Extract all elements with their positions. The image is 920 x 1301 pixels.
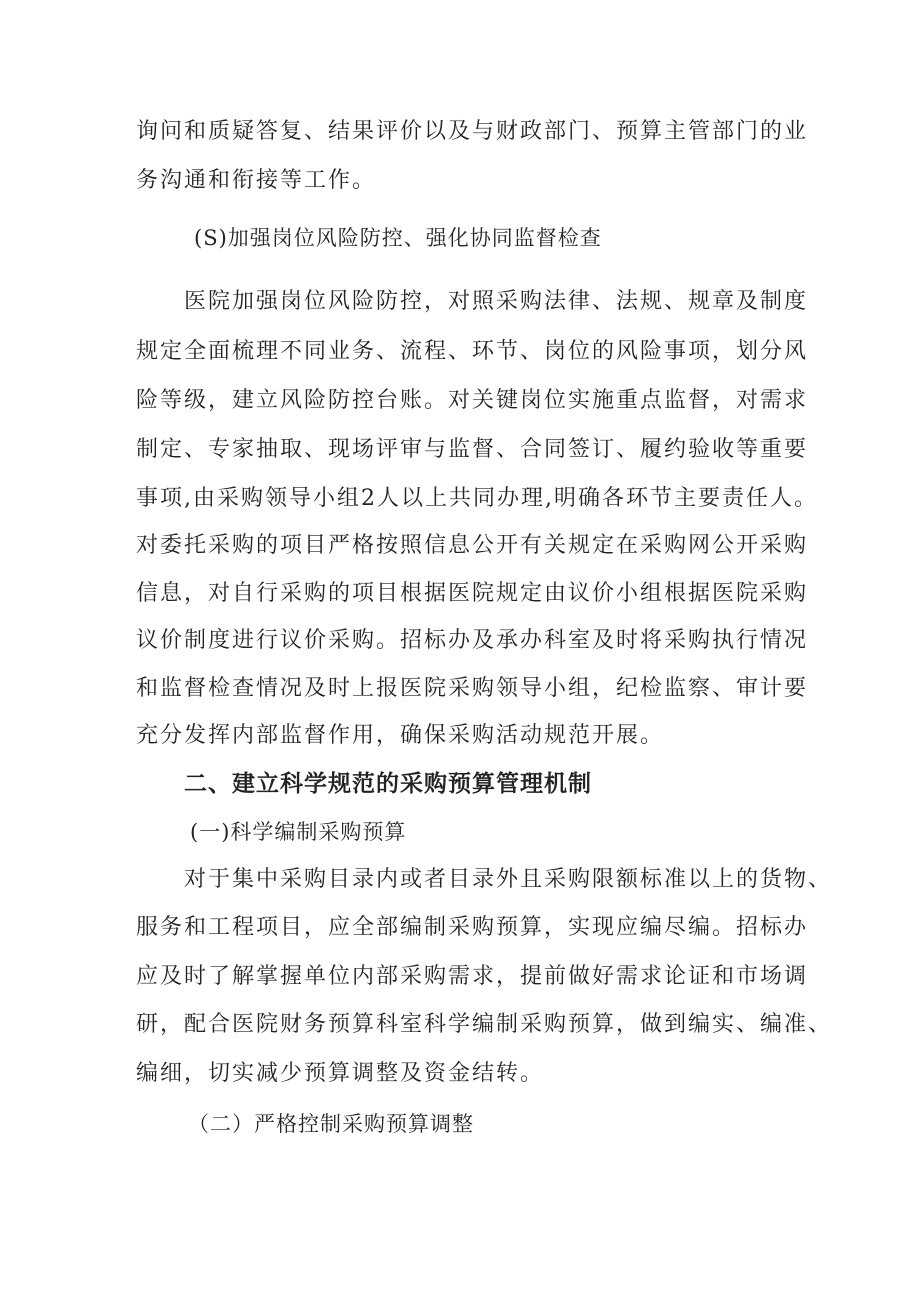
paragraph-line: 和监督检查情况及时上报医院采购领导小组，纪检监察、审计要 <box>136 676 809 701</box>
paragraph-line: 信息，对自行采购的项目根据医院规定由议价小组根据医院采购 <box>136 581 809 606</box>
section-heading: (S)加强岗位风险防控、强化协同监督检查 <box>194 226 602 250</box>
chapter-heading: 二、建立科学规范的采购预算管理机制 <box>184 771 592 797</box>
paragraph-line: 议价制度进行议价采购。招标办及承办科室及时将采购执行情况 <box>136 628 809 653</box>
paragraph-line: 对委托采购的项目严格按照信息公开有关规定在采购网公开采购 <box>136 533 809 558</box>
paragraph-line: 制定、专家抽取、现场评审与监督、合同签订、履约验收等重要 <box>136 437 809 462</box>
paragraph-line: 对于集中采购目录内或者目录外且采购限额标准以上的货物、 <box>184 867 833 892</box>
section-heading: （二）严格控制采购预算调整 <box>188 1112 474 1136</box>
paragraph-line: 事项,由采购领导小组2人以上共同办理,明确各环节主要责任人。 <box>136 486 818 511</box>
paragraph-line: 充分发挥内部监督作用，确保采购活动规范开展。 <box>136 723 665 748</box>
paragraph-line: 编细，切实减少预算调整及资金结转。 <box>136 1061 545 1086</box>
paragraph-line: 应及时了解掌握单位内部采购需求，提前做好需求论证和市场调 <box>136 964 809 989</box>
paragraph-line: 险等级，建立风险防控台账。对关键岗位实施重点监督，对需求 <box>136 388 809 413</box>
paragraph-line: 医院加强岗位风险防控，对照采购法律、法规、规章及制度 <box>184 289 809 314</box>
paragraph-line: 规定全面梳理不同业务、流程、环节、岗位的风险事项，划分风 <box>136 339 809 364</box>
paragraph-line: 研，配合医院财务预算科室科学编制采购预算，做到编实、编准、 <box>136 1012 833 1037</box>
paragraph-line: 务沟通和衔接等工作。 <box>136 168 377 193</box>
paragraph-line: 服务和工程项目，应全部编制采购预算，实现应编尽编。招标办 <box>136 915 809 940</box>
section-heading: (一)科学编制采购预算 <box>190 820 407 844</box>
paragraph-line: 询问和质疑答复、结果评价以及与财政部门、预算主管部门的业 <box>136 119 809 144</box>
